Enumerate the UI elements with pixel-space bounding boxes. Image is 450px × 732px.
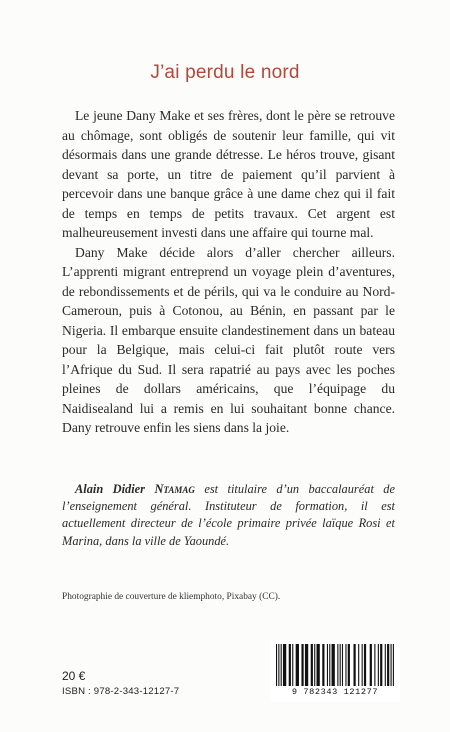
barcode-bar bbox=[364, 644, 366, 686]
barcode-bar bbox=[378, 644, 379, 686]
author-name bbox=[75, 482, 195, 496]
barcode-number: 9 782343 121277 bbox=[291, 687, 379, 697]
barcode-bar bbox=[354, 644, 356, 686]
barcode-bar bbox=[283, 644, 286, 686]
barcode-bar bbox=[340, 644, 341, 686]
barcode-bar bbox=[385, 644, 386, 686]
barcode-bar bbox=[393, 644, 394, 686]
barcode-bar bbox=[332, 644, 335, 686]
barcode-bar bbox=[374, 644, 375, 686]
barcode-bar bbox=[348, 644, 350, 686]
barcode-bar bbox=[358, 644, 359, 686]
barcode-bar bbox=[380, 644, 382, 686]
photo-credit: Photographie de couverture de kliemphoto, Pixabay (CC). bbox=[62, 592, 281, 602]
barcode-bar bbox=[292, 644, 293, 686]
barcode-bar bbox=[289, 644, 291, 686]
barcode-bar bbox=[370, 644, 372, 686]
barcode bbox=[270, 640, 400, 702]
barcode-bar bbox=[391, 644, 392, 686]
barcode-bar bbox=[301, 644, 303, 686]
barcode-bar bbox=[362, 644, 363, 686]
summary-paragraph-2: Dany Make décide alors d’aller chercher ailleurs. L’apprenti migrant entreprend un voyage plein d’aventures, de rebondissements et de périls, qui va le conduire au Nord-Cameroun, puis à Cotonou, au Bénin, en passant par le Nigeria. Il embarque ensuite clandestinement dans un bateau pour la Belgique, mais celui-ci fait plutôt route vers l’Afrique du Sud. Il sera rapatrié au pays avec les poches pleines de dollars américains, que l’équipage du Naidisealand lui a remis en lui souhaitant bonne chance. Dany retrouve enfin les siens dans la joie. bbox=[62, 244, 395, 435]
summary-paragraph-1: Le jeune Dany Make et ses frères, dont le père se retrouve au chômage, sont obligés de soutenir leur famille, qui vit désormais dans une grande détresse. Le héros trouve, gisant devant sa porte, un titre de paiement qu’il parvient à percevoir dans une banque grâce à une dame chez qui il fait de temps en temps de petits travaux. Cet argent est malheureusement investi dans une affaire qui tourne mal. bbox=[62, 108, 395, 240]
barcode-bar bbox=[314, 644, 315, 686]
barcode-bar bbox=[322, 644, 324, 686]
barcode-bar bbox=[342, 644, 343, 686]
barcode-bar bbox=[327, 644, 328, 686]
barcode-bar bbox=[311, 644, 313, 686]
author-bio-body: est titulaire d’un baccalauréat de l’enseignement général. Instituteur de formation, il est actuellement directeur de l’école primaire privée laïque Rosi et Marina, dans la ville de Yaoundé. bbox=[62, 482, 395, 548]
author-bio-text bbox=[62, 481, 395, 550]
barcode-bar bbox=[345, 644, 346, 686]
barcode-bar bbox=[316, 644, 319, 686]
barcode-bar bbox=[305, 644, 308, 686]
barcode-bar bbox=[296, 644, 299, 686]
isbn: ISBN : 978-2-343-12127-7 bbox=[62, 686, 180, 697]
author-first-name: Alain Didier bbox=[75, 482, 146, 496]
author-bio bbox=[62, 481, 395, 550]
barcode-bar bbox=[329, 644, 330, 686]
barcode-bar bbox=[281, 644, 282, 686]
barcode-bar bbox=[278, 644, 279, 686]
back-cover-summary bbox=[62, 106, 395, 438]
author-last-name: Ntamag bbox=[154, 482, 195, 496]
barcode-bar bbox=[276, 644, 277, 686]
price: 20 € bbox=[62, 669, 86, 683]
barcode-bar bbox=[387, 644, 389, 686]
barcode-bar bbox=[337, 644, 338, 686]
book-title: J’ai perdu le nord bbox=[150, 62, 300, 83]
barcode-bars bbox=[276, 644, 394, 688]
